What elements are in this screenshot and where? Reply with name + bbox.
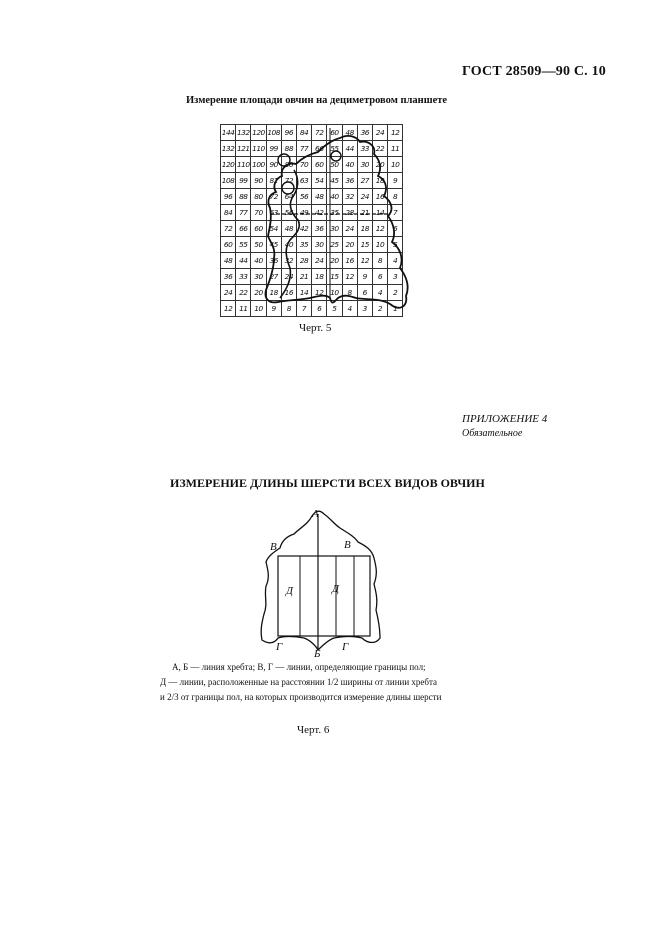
grid-cell: 12 <box>342 269 357 285</box>
grid-cell: 30 <box>357 157 372 173</box>
grid-cell: 63 <box>266 205 281 221</box>
figure6-legend-line1: А, Б — линия хребта; В, Г — линии, определяющие границы пол; <box>172 662 426 672</box>
grid-cell: 12 <box>388 125 403 141</box>
grid-cell: 60 <box>327 125 342 141</box>
grid-cell: 8 <box>281 301 296 317</box>
grid-cell: 10 <box>251 301 266 317</box>
grid-cell: 4 <box>342 301 357 317</box>
grid-cell: 3 <box>357 301 372 317</box>
grid-cell: 15 <box>357 237 372 253</box>
grid-cell: 12 <box>221 301 236 317</box>
grid-cell: 12 <box>312 285 327 301</box>
grid-cell: 55 <box>327 141 342 157</box>
grid-cell: 48 <box>342 125 357 141</box>
grid-cell: 9 <box>357 269 372 285</box>
grid-cell: 12 <box>357 253 372 269</box>
grid-cell: 121 <box>236 141 251 157</box>
grid-cell: 96 <box>281 125 296 141</box>
label-a: А <box>312 508 319 520</box>
label-v-right: В <box>344 539 351 551</box>
label-b: Б <box>314 648 321 660</box>
grid-cell: 3 <box>388 269 403 285</box>
grid-cell: 108 <box>266 125 281 141</box>
grid-cell: 10 <box>388 157 403 173</box>
grid-cell: 33 <box>236 269 251 285</box>
sheepskin-outline-figure5 <box>210 118 420 318</box>
grid-cell: 30 <box>312 237 327 253</box>
grid-cell: 9 <box>388 173 403 189</box>
section-title: ИЗМЕРЕНИЕ ДЛИНЫ ШЕРСТИ ВСЕХ ВИДОВ ОВЧИН <box>170 476 485 490</box>
label-d-left: Д <box>286 585 293 597</box>
grid-cell: 100 <box>251 157 266 173</box>
grid-cell: 84 <box>221 205 236 221</box>
grid-cell: 54 <box>312 173 327 189</box>
figure5-title: Измерение площади овчин на дециметровом планшете <box>186 95 448 106</box>
grid-cell: 80 <box>251 189 266 205</box>
grid-cell: 66 <box>236 221 251 237</box>
grid-cell: 10 <box>372 237 387 253</box>
grid-cell: 2 <box>388 285 403 301</box>
grid-cell: 99 <box>236 173 251 189</box>
grid-cell: 9 <box>266 301 281 317</box>
grid-cell: 36 <box>266 253 281 269</box>
grid-cell: 54 <box>266 221 281 237</box>
grid-cell: 4 <box>372 285 387 301</box>
grid-cell: 16 <box>342 253 357 269</box>
grid-cell: 16 <box>372 189 387 205</box>
grid-cell: 88 <box>236 189 251 205</box>
grid-cell: 77 <box>296 141 311 157</box>
grid-cell: 60 <box>312 157 327 173</box>
grid-cell: 12 <box>372 221 387 237</box>
grid-cell: 11 <box>236 301 251 317</box>
grid-cell: 30 <box>327 221 342 237</box>
appendix-status: Обязательное <box>462 428 523 439</box>
grid-cell: 88 <box>281 141 296 157</box>
grid-cell: 40 <box>251 253 266 269</box>
grid-cell: 81 <box>266 173 281 189</box>
grid-cell: 56 <box>281 205 296 221</box>
grid-cell: 70 <box>251 205 266 221</box>
grid-cell: 72 <box>312 125 327 141</box>
grid-cell: 108 <box>221 173 236 189</box>
grid-cell: 40 <box>342 157 357 173</box>
grid-cell: 32 <box>281 253 296 269</box>
grid-cell: 48 <box>312 189 327 205</box>
grid-cell: 48 <box>221 253 236 269</box>
grid-cell: 20 <box>327 253 342 269</box>
grid-cell: 35 <box>296 237 311 253</box>
grid-cell: 72 <box>281 173 296 189</box>
grid-cell: 24 <box>342 221 357 237</box>
grid-cell: 24 <box>312 253 327 269</box>
grid-cell: 32 <box>342 189 357 205</box>
grid-cell: 45 <box>327 173 342 189</box>
grid-cell: 14 <box>372 205 387 221</box>
grid-cell: 45 <box>266 237 281 253</box>
grid-cell: 55 <box>236 237 251 253</box>
grid-cell: 110 <box>251 141 266 157</box>
grid-cell: 40 <box>281 237 296 253</box>
label-v-left: В <box>270 541 277 553</box>
grid-cell: 20 <box>342 237 357 253</box>
label-g-right: Г <box>342 641 349 653</box>
grid-cell: 18 <box>372 173 387 189</box>
grid-cell: 28 <box>342 205 357 221</box>
grid-cell: 5 <box>388 237 403 253</box>
grid-cell: 70 <box>296 157 311 173</box>
grid-cell: 120 <box>221 157 236 173</box>
grid-cell: 110 <box>236 157 251 173</box>
grid-cell: 80 <box>281 157 296 173</box>
grid-cell: 1 <box>388 301 403 317</box>
appendix-label: ПРИЛОЖЕНИЕ 4 <box>462 413 548 425</box>
grid-cell: 11 <box>388 141 403 157</box>
grid-cell: 30 <box>251 269 266 285</box>
grid-cell: 36 <box>342 173 357 189</box>
grid-cell: 25 <box>327 237 342 253</box>
grid-cell: 35 <box>327 205 342 221</box>
sheepskin-diagram-figure6 <box>250 500 410 660</box>
label-g-left: Г <box>276 641 283 653</box>
grid-cell: 28 <box>296 253 311 269</box>
grid-cell: 56 <box>296 189 311 205</box>
grid-cell: 7 <box>296 301 311 317</box>
grid-cell: 6 <box>388 221 403 237</box>
grid-cell: 72 <box>266 189 281 205</box>
grid-cell: 4 <box>388 253 403 269</box>
figure5-caption: Черт. 5 <box>299 322 332 334</box>
figure6-caption: Черт. 6 <box>297 724 330 736</box>
grid-cell: 24 <box>372 125 387 141</box>
grid-cell: 63 <box>296 173 311 189</box>
grid-cell: 20 <box>372 157 387 173</box>
grid-cell: 5 <box>327 301 342 317</box>
grid-cell: 20 <box>251 285 266 301</box>
grid-cell: 27 <box>266 269 281 285</box>
grid-cell: 77 <box>236 205 251 221</box>
grid-cell: 22 <box>236 285 251 301</box>
grid-cell: 42 <box>296 221 311 237</box>
grid-cell: 48 <box>281 221 296 237</box>
grid-cell: 49 <box>296 205 311 221</box>
grid-cell: 99 <box>266 141 281 157</box>
grid-cell: 66 <box>312 141 327 157</box>
grid-cell: 16 <box>281 285 296 301</box>
grid-cell: 84 <box>296 125 311 141</box>
grid-cell: 44 <box>236 253 251 269</box>
grid-cell: 24 <box>357 189 372 205</box>
grid-cell: 90 <box>251 173 266 189</box>
grid-cell: 10 <box>327 285 342 301</box>
label-d-right: Д <box>332 583 339 595</box>
page-header: ГОСТ 28509—90 С. 10 <box>462 64 606 79</box>
figure6-legend-line2: Д — линии, расположенные на расстоянии 1/2 ширины от линии хребта <box>160 677 438 687</box>
grid-cell: 22 <box>372 141 387 157</box>
figure6-legend-line3: и 2/3 от границы пол, на которых производится измерение длины шерсти <box>160 692 442 702</box>
grid-cell: 36 <box>221 269 236 285</box>
grid-cell: 8 <box>372 253 387 269</box>
grid-cell: 60 <box>221 237 236 253</box>
grid-cell: 6 <box>372 269 387 285</box>
grid-cell: 24 <box>221 285 236 301</box>
grid-cell: 120 <box>251 125 266 141</box>
grid-cell: 7 <box>388 205 403 221</box>
grid-cell: 72 <box>221 221 236 237</box>
grid-cell: 60 <box>251 221 266 237</box>
grid-cell: 40 <box>327 189 342 205</box>
grid-cell: 8 <box>388 189 403 205</box>
grid-cell: 33 <box>357 141 372 157</box>
grid-cell: 90 <box>266 157 281 173</box>
grid-cell: 36 <box>312 221 327 237</box>
grid-cell: 14 <box>296 285 311 301</box>
grid-cell: 50 <box>251 237 266 253</box>
grid-cell: 132 <box>236 125 251 141</box>
grid-cell: 15 <box>327 269 342 285</box>
grid-cell: 21 <box>357 205 372 221</box>
grid-cell: 27 <box>357 173 372 189</box>
grid-cell: 18 <box>357 221 372 237</box>
grid-cell: 50 <box>327 157 342 173</box>
grid-cell: 36 <box>357 125 372 141</box>
grid-cell: 21 <box>296 269 311 285</box>
grid-cell: 132 <box>221 141 236 157</box>
grid-cell: 8 <box>342 285 357 301</box>
grid-cell: 18 <box>266 285 281 301</box>
grid-cell: 6 <box>357 285 372 301</box>
grid-cell: 96 <box>221 189 236 205</box>
grid-cell: 24 <box>281 269 296 285</box>
grid-cell: 44 <box>342 141 357 157</box>
grid-cell: 42 <box>312 205 327 221</box>
grid-cell: 64 <box>281 189 296 205</box>
grid-cell: 18 <box>312 269 327 285</box>
grid-cell: 2 <box>372 301 387 317</box>
grid-cell: 6 <box>312 301 327 317</box>
grid-cell: 144 <box>221 125 236 141</box>
